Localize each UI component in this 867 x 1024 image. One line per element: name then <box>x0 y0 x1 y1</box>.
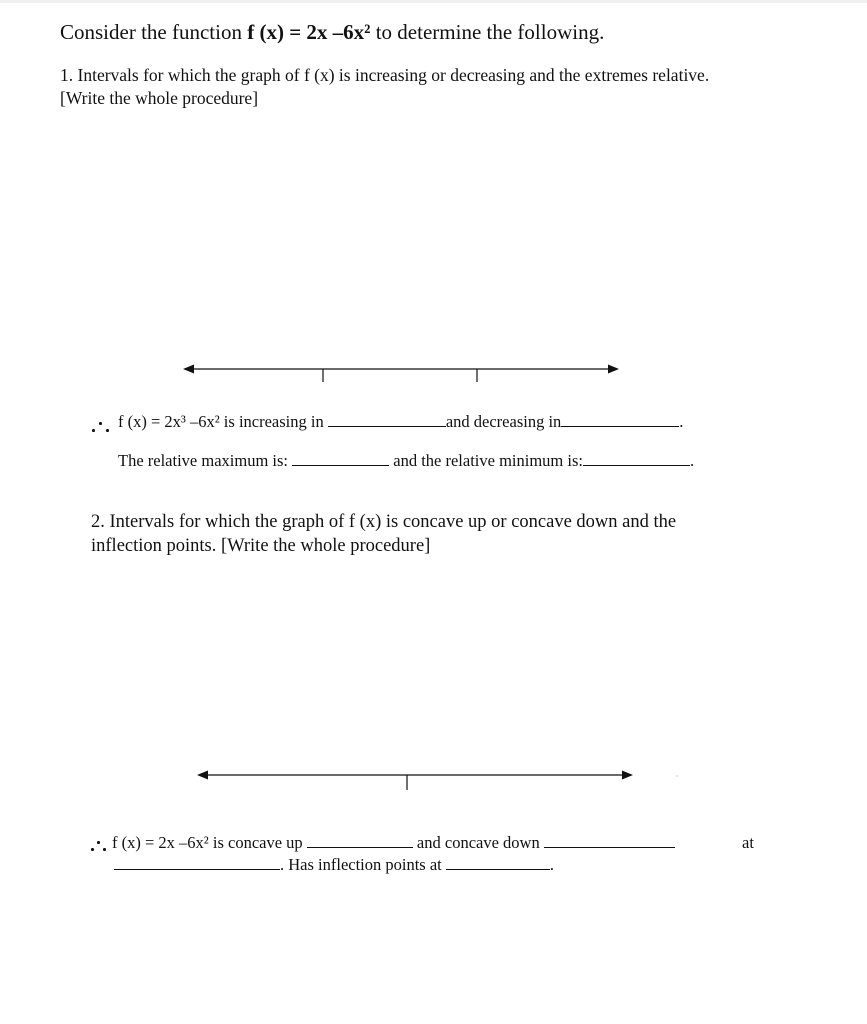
decreasing-text: and decreasing in <box>445 412 562 431</box>
therefore-dot <box>106 429 109 432</box>
title-function: f (x) = 2x –6x² <box>247 20 371 44</box>
right-arrow-icon <box>622 771 633 780</box>
therefore-dot <box>97 841 100 844</box>
relative-minimum-blank[interactable] <box>583 451 690 466</box>
concave-up-blank[interactable] <box>307 833 413 848</box>
increasing-text: f (x) = 2x³ –6x² is increasing in <box>118 412 324 431</box>
concave-up-text: f (x) = 2x –6x² is concave up <box>112 833 303 852</box>
relative-maximum-text: The relative maximum is: <box>118 451 288 470</box>
decreasing-blank[interactable] <box>561 412 679 427</box>
therefore-dot <box>103 848 106 851</box>
therefore-dot <box>99 422 102 425</box>
answer-2-concavity-line <box>112 833 675 853</box>
answer-1-extremes-line <box>118 451 694 471</box>
question-1 <box>60 64 709 110</box>
answer-1-increasing-line <box>118 412 683 432</box>
inflection-text: . Has inflection points at <box>280 855 442 874</box>
scan-speck <box>676 775 678 777</box>
left-arrow-icon <box>183 365 194 374</box>
at-blank[interactable] <box>114 855 280 870</box>
relative-minimum-text: and the relative minimum is: <box>393 451 583 470</box>
top-border <box>0 0 867 3</box>
right-arrow-icon <box>608 365 619 374</box>
concave-down-blank[interactable] <box>544 833 675 848</box>
question-1-line-2: [Write the whole procedure] <box>60 88 259 108</box>
inflection-points-blank[interactable] <box>446 855 550 870</box>
period: . <box>679 412 684 431</box>
answer-2-inflection-line <box>114 855 554 875</box>
therefore-dot <box>91 848 94 851</box>
period: . <box>689 451 695 470</box>
title-prefix: Consider the function <box>60 20 248 44</box>
therefore-dot <box>92 429 95 432</box>
page-title <box>60 20 604 45</box>
question-2 <box>91 510 676 558</box>
question-1-line-1: 1. Intervals for which the graph of f (x) is increasing or decreasing and the extremes relative. <box>60 65 710 85</box>
period: . <box>549 855 555 874</box>
title-suffix: to determine the following. <box>370 20 605 44</box>
question-2-line-2: inflection points. [Write the whole procedure] <box>91 536 431 556</box>
at-text: at <box>742 833 754 852</box>
increasing-blank[interactable] <box>328 412 446 427</box>
left-arrow-icon <box>197 771 208 780</box>
relative-maximum-blank[interactable] <box>292 451 389 466</box>
concave-down-text: and concave down <box>416 833 540 852</box>
question-2-line-1: 2. Intervals for which the graph of f (x) is concave up or concave down and the <box>91 512 677 532</box>
